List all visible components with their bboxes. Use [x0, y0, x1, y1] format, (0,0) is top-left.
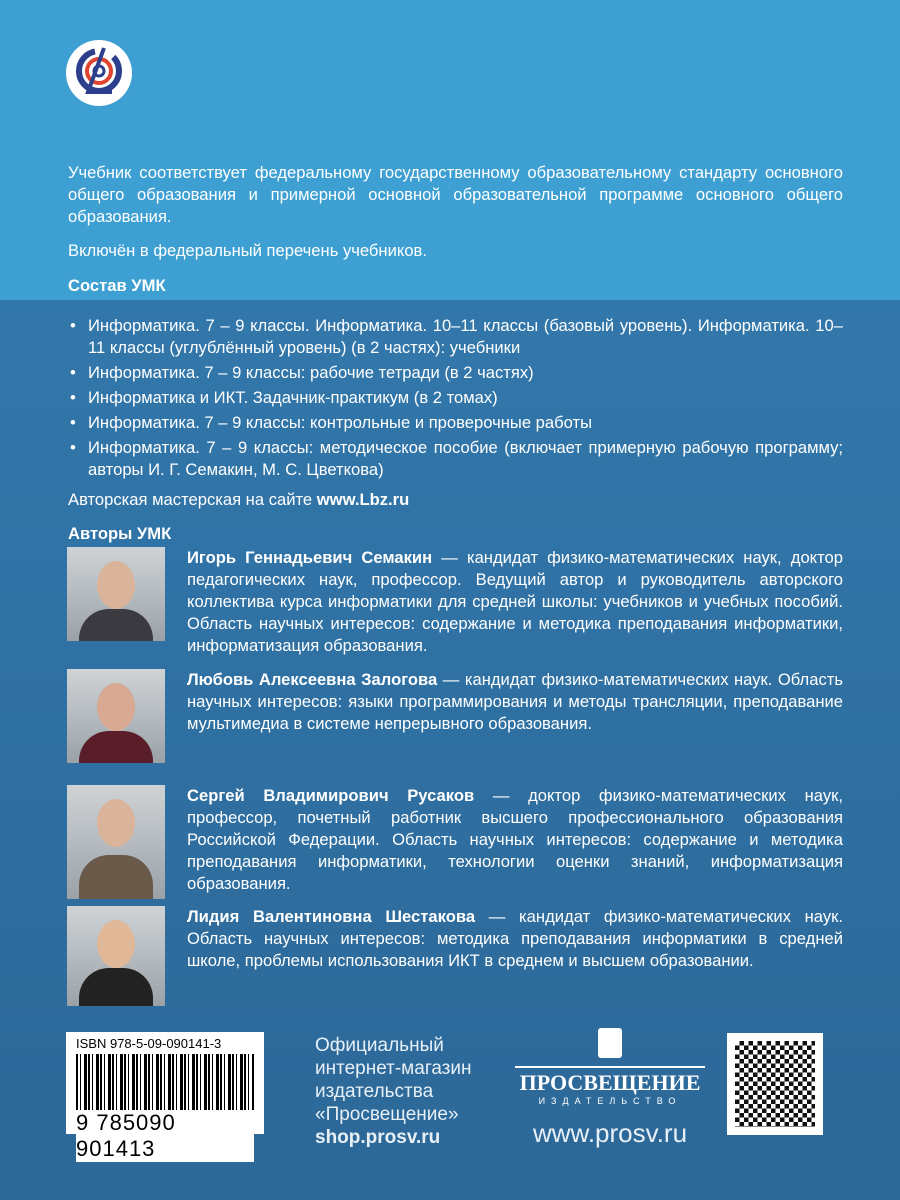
list-item: • Информатика. 7 – 9 классы: методическое пособие (включает примерную рабочую программу; авторы И. Г. Семакин, М. С. Цветкова)	[68, 437, 843, 481]
umk-heading: Состав УМК	[68, 276, 166, 295]
author-name: Любовь Алексеевна Залогова	[187, 670, 438, 689]
author-bio: — доктор физико-математических наук, профессор, почетный работник высшего профессионального образования Российской Федерации. Область научных интересов: содержание и методика преподавания информатики, технологии оценки знаний, информатизация образования.	[187, 786, 843, 893]
author-name: Лидия Валентиновна Шестакова	[187, 907, 476, 926]
list-item: • Информатика. 7 – 9 классы: контрольные и проверочные работы	[68, 412, 843, 434]
publisher-mark-icon	[598, 1028, 622, 1058]
publisher-logo	[515, 1028, 705, 1149]
shop-info	[315, 1034, 472, 1149]
author-name: Игорь Геннадьевич Семакин	[187, 548, 433, 567]
shop-line: издательства	[315, 1081, 434, 1102]
author-photo	[67, 547, 165, 641]
publisher-sub: ИЗДАТЕЛЬСТВО	[538, 1096, 682, 1106]
shop-link[interactable]: shop.prosv.ru	[315, 1127, 441, 1148]
shop-line: интернет-магазин	[315, 1058, 472, 1079]
barcode-digits: 9 785090 901413	[76, 1110, 254, 1162]
shop-line: Официальный	[315, 1035, 444, 1056]
author-photo	[67, 785, 165, 899]
publisher-name: ПРОСВЕЩЕНИЕ	[515, 1066, 705, 1096]
isbn-number: ISBN 978-5-09-090141-3	[76, 1036, 222, 1051]
authors-heading: Авторы УМК	[68, 524, 172, 543]
author-entry	[67, 669, 843, 765]
series-logo-icon	[66, 40, 132, 106]
author-photo	[67, 906, 165, 1006]
umk-list	[68, 315, 843, 484]
list-item: • Информатика. 7 – 9 классы: рабочие тетради (в 2 частях)	[68, 362, 843, 384]
author-entry	[67, 547, 843, 655]
list-item: • Информатика и ИКТ. Задачник-практикум (в 2 томах)	[68, 387, 843, 409]
author-entry	[67, 906, 843, 1002]
isbn-barcode	[66, 1032, 264, 1161]
qr-code-icon	[727, 1033, 823, 1135]
author-photo	[67, 669, 165, 763]
publisher-link[interactable]: www.prosv.ru	[532, 1118, 688, 1148]
author-bio: — кандидат физико-математических наук. Область научных интересов: языки программирования и методы трансляции, преподавание мультимедиа в системе непрерывного образования.	[187, 670, 843, 733]
workshop-line: Авторская мастерская на сайте www.Lbz.ru	[68, 490, 410, 509]
shop-line: «Просвещение»	[315, 1104, 459, 1125]
author-name: Сергей Владимирович Русаков	[187, 786, 475, 805]
standard-statement: Учебник соответствует федеральному государственному образовательному стандарту основного общего образования и примерной основной образовательной программе основного общего образования.	[68, 163, 843, 226]
list-item: • Информатика. 7 – 9 классы. Информатика. 10–11 классы (базовый уровень). Информатика. 10–11 классы (углублённый уровень) (в 2 частях): учебники	[68, 315, 843, 359]
barcode-bars	[76, 1054, 254, 1114]
workshop-link[interactable]: www.Lbz.ru	[316, 490, 410, 509]
author-entry	[67, 785, 843, 893]
author-bio: — кандидат физико-математических наук, доктор педагогических наук, профессор. Ведущий автор и руководитель авторского коллектива курса информатики для средней школы: учебников и учебных пособий. Область научных интересов: содержание и методика преподавания информатики, информатизация образования.	[187, 548, 843, 655]
author-bio: — кандидат физико-математических наук. Область научных интересов: методика преподавания информатики в средней школе, проблемы использования ИКТ в среднем и высшем образовании.	[187, 907, 843, 970]
included-statement: Включён в федеральный перечень учебников.	[68, 241, 427, 260]
